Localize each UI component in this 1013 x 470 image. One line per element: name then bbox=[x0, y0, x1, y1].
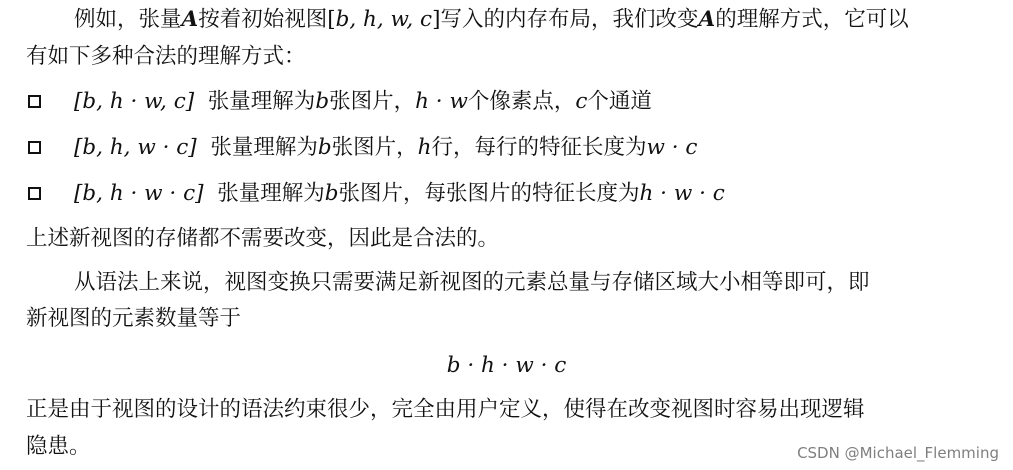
paragraph3-line1: 从语法上来说，视图变换只需要满足新视图的元素总量与存储区域大小相等即可，即 bbox=[74, 270, 870, 295]
equation: b · h · w · c bbox=[446, 353, 567, 378]
paragraph3-line2: 新视图的元素数量等于 bbox=[26, 306, 242, 331]
paragraph1-line2: 有如下多种合法的理解方式： bbox=[26, 44, 306, 69]
paragraph4-line1: 正是由于视图的设计的语法约束很少，完全由用户定义，使得在改变视图时容易出现逻辑 bbox=[26, 397, 865, 422]
watermark: CSDN @Michael_Flemming bbox=[797, 444, 999, 462]
paragraph2: 上述新视图的存储都不需要改变，因此是合法的。 bbox=[26, 226, 500, 251]
bullet-item-2: [b, h, w · c] 张量理解为b张图片，h行，每行的特征长度为w · c bbox=[74, 135, 698, 160]
bullet-shape: [b, h · w · c] bbox=[74, 181, 204, 206]
bullet-item-3: [b, h · w · c] 张量理解为b张图片，每张图片的特征长度为h · w · c bbox=[74, 181, 725, 206]
view-shape: b, h, w, c bbox=[335, 7, 433, 32]
bullet-item-1: [b, h · w, c] 张量理解为b张图片，h · w个像素点，c个通道 bbox=[74, 89, 652, 114]
bullet-shape: [b, h · w, c] bbox=[74, 89, 195, 114]
checkbox-bullet-icon bbox=[28, 95, 41, 108]
paragraph4-line2: 隐患。 bbox=[26, 434, 91, 459]
tensor-symbol: A bbox=[181, 7, 199, 32]
checkbox-bullet-icon bbox=[28, 141, 41, 154]
paragraph1-line1: 例如，张量A按着初始视图[b, h, w, c]写入的内存布局，我们改变A的理解方式，它可以 bbox=[74, 7, 909, 32]
checkbox-bullet-icon bbox=[28, 187, 41, 200]
tensor-symbol: A bbox=[698, 7, 716, 32]
bullet-shape: [b, h, w · c] bbox=[74, 135, 197, 160]
